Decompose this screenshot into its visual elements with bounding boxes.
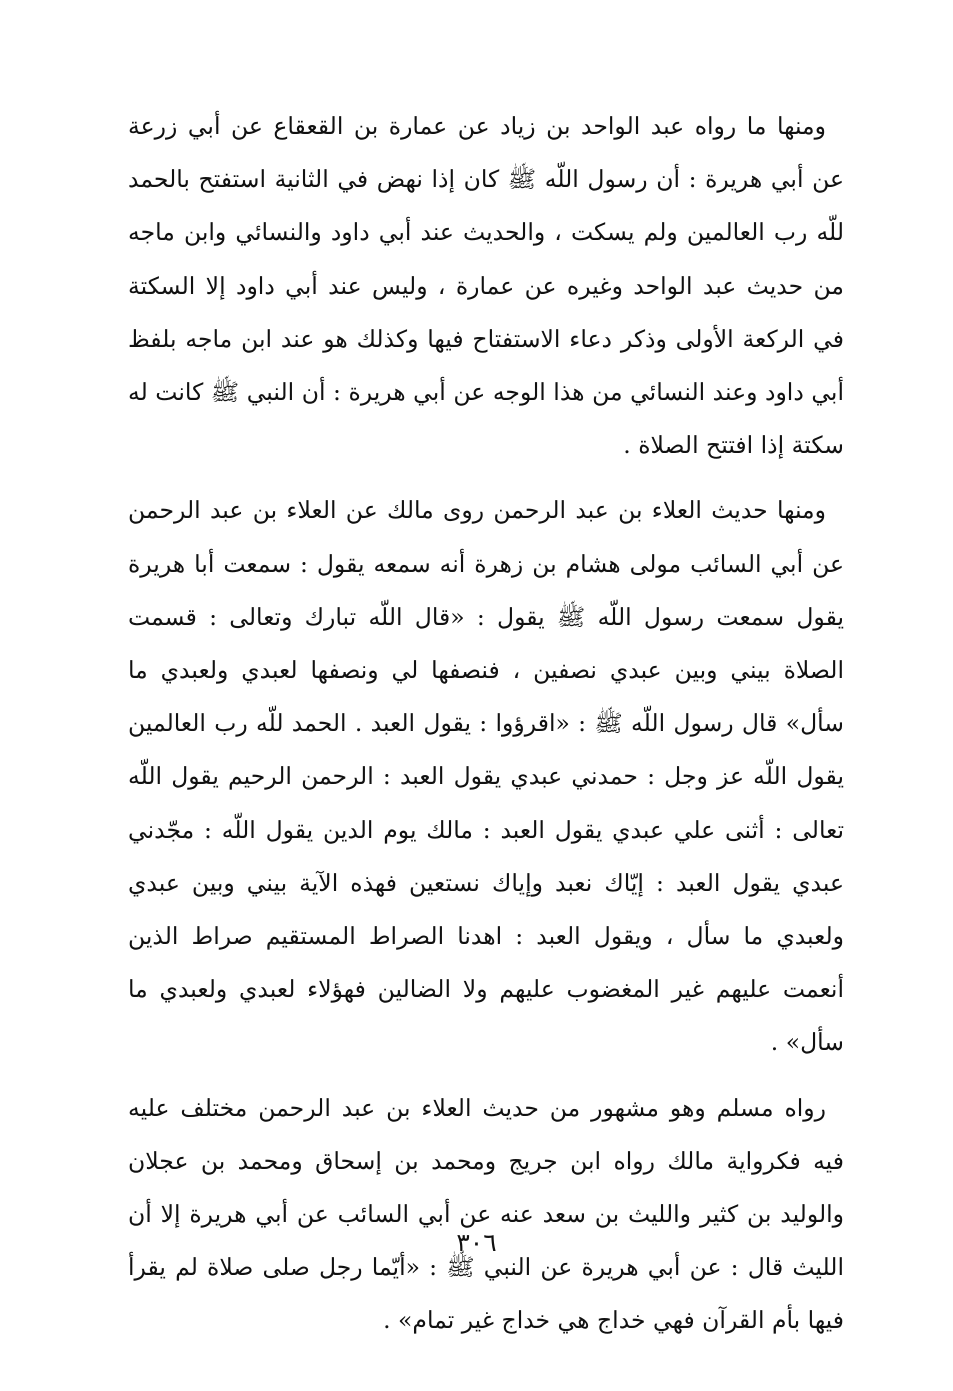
page-body xyxy=(128,100,844,1348)
paragraph-3: رواه مسلم وهو مشهور من حديث العلاء بن عبد الرحمن مختلف عليه فيه فكرواية مالك رواه ابن جريج ومحمد بن إسحاق ومحمد بن عجلان والوليد بن كثير والليث بن سعد عنه عن أبي السائب عن أبي هريرة إلا أن الليث قال : عن أبي هريرة عن النبي ﷺ : «أيّما رجل صلى صلاة لم يقرأ فيها بأم القرآن فهي خداج هي خداج غير تمام» . xyxy=(128,1093,844,1335)
paragraph-2: ومنها حديث العلاء بن عبد الرحمن روى مالك عن العلاء بن عبد الرحمن عن أبي السائب مولى هشام بن زهرة أنه سمعه يقول : سمعت أبا هريرة يقول سمعت رسول اللّه ﷺ يقول : «قال اللّه تبارك وتعالى : قسمت الصلاة بيني وبين عبدي نصفين ، فنصفها لي ونصفها لعبدي ولعبدي ما سأل» قال رسول اللّه ﷺ : «اقرؤوا : يقول العبد . الحمد للّه رب العالمين يقول اللّه عز وجل : حمدني عبدي يقول العبد : الرحمن الرحيم يقول اللّه تعالى : أثنى علي عبدي يقول العبد : مالك يوم الدين يقول اللّه : مجّدني عبدي يقول العبد : إيّاك نعبد وإياك نستعين فهذه الآية بيني وبين عبدي ولعبدي ما سأل ، ويقول العبد : اهدنا الصراط المستقيم صراط الذين أنعمت عليهم غير المغضوب عليهم ولا الضالين فهؤلاء لعبدي ولعبدي ما سأل» . xyxy=(128,496,844,1057)
page-number: ٣٠٦ xyxy=(456,1228,497,1257)
paragraph-1: ومنها ما رواه عبد الواحد بن زياد عن عمارة بن القعقاع عن أبي زرعة عن أبي هريرة : أن رسول اللّه ﷺ كان إذا نهض في الثانية استفتح بالحمد للّه رب العالمين ولم يسكت ، والحديث عند أبي داود والنسائي وابن ماجه من حديث عبد الواحد وغيره عن عمارة ، وليس عند أبي داود إلا السكتة في الركعة الأولى وذكر دعاء الاستفتاح فيها وكذلك هو عند ابن ماجه بلفظ أبي داود وعند النسائي من هذا الوجه عن أبي هريرة : أن النبي ﷺ كانت له سكتة إذا افتتح الصلاة . xyxy=(128,112,844,460)
